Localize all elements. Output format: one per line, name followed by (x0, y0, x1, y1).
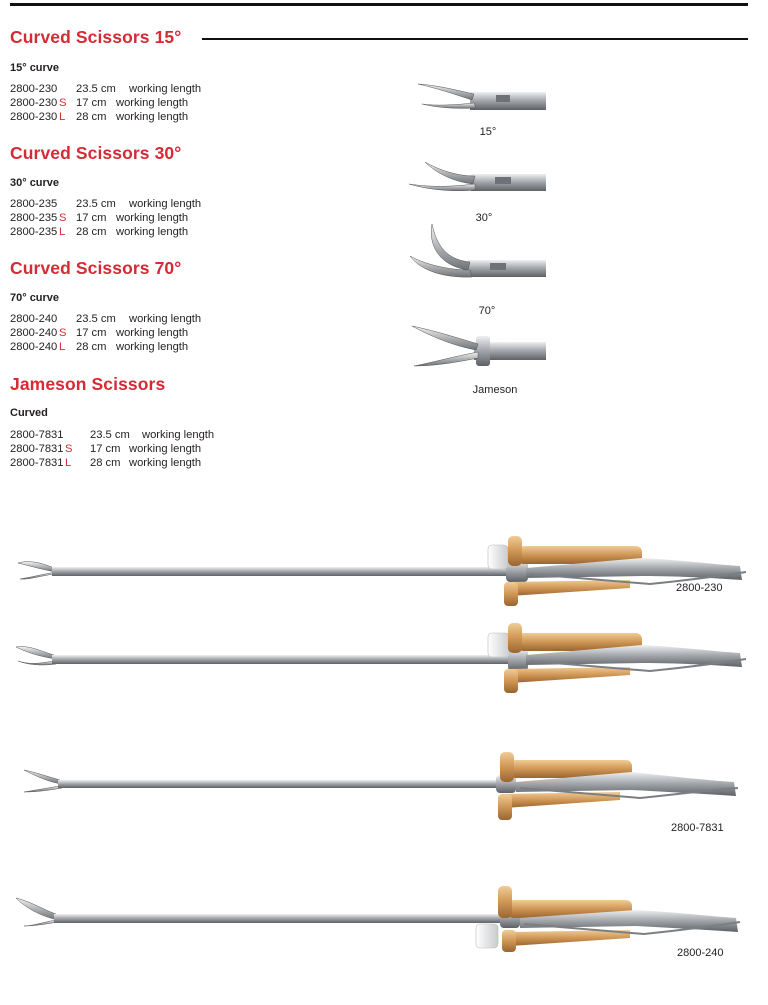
length-description: working length (129, 313, 202, 325)
product-code: 2800-230 (10, 83, 58, 95)
working-length: 17 cm (76, 327, 107, 339)
length-description: working length (129, 457, 202, 469)
tip-caption: Jameson (472, 384, 518, 396)
product-code: 2800-240 (10, 327, 58, 339)
working-length: 28 cm (76, 341, 107, 353)
instrument-label: 2800-230 (676, 582, 723, 594)
length-description: working length (129, 198, 202, 210)
product-suffix: S (65, 443, 73, 455)
product-code: 2800-230 (10, 97, 58, 109)
working-length: 23.5 cm (76, 313, 116, 325)
top-rule (10, 3, 748, 6)
section-subtitle-70: 70° curve (10, 292, 60, 304)
length-description: working length (142, 429, 215, 441)
tip-image-30 (405, 160, 546, 198)
instrument-image-230 (10, 530, 750, 610)
product-suffix: S (59, 327, 67, 339)
product-code: 2800-7831 (10, 443, 64, 455)
tip-image-70 (406, 222, 546, 284)
working-length: 28 cm (90, 457, 121, 469)
section-heading-15: Curved Scissors 15° (10, 27, 182, 47)
length-description: working length (129, 443, 202, 455)
product-suffix: L (59, 111, 66, 123)
working-length: 28 cm (76, 111, 107, 123)
product-code: 2800-235 (10, 198, 58, 210)
length-description: working length (116, 226, 189, 238)
product-code: 2800-240 (10, 313, 58, 325)
working-length: 17 cm (76, 97, 107, 109)
instrument-image-235 (10, 615, 750, 695)
product-suffix: L (59, 226, 66, 238)
title-rule (202, 38, 748, 40)
tip-caption: 70° (478, 305, 496, 317)
instrument-label: 2800-240 (677, 947, 724, 959)
instrument-label: 2800-7831 (671, 822, 724, 834)
product-code: 2800-230 (10, 111, 58, 123)
tip-caption: 30° (475, 212, 493, 224)
working-length: 23.5 cm (76, 83, 116, 95)
working-length: 28 cm (76, 226, 107, 238)
instrument-image-240 (10, 880, 750, 960)
product-code: 2800-240 (10, 341, 58, 353)
length-description: working length (116, 97, 189, 109)
section-subtitle-15: 15° curve (10, 62, 60, 74)
product-code: 2800-235 (10, 212, 58, 224)
tip-image-jameson (410, 322, 546, 370)
product-suffix: L (59, 341, 66, 353)
product-suffix: S (59, 212, 67, 224)
section-subtitle-jameson: Curved (10, 407, 48, 419)
working-length: 17 cm (76, 212, 107, 224)
length-description: working length (116, 327, 189, 339)
product-code: 2800-7831 (10, 457, 64, 469)
section-heading-30: Curved Scissors 30° (10, 143, 182, 163)
length-description: working length (129, 83, 202, 95)
instrument-image-7831 (10, 748, 750, 828)
working-length: 23.5 cm (76, 198, 116, 210)
section-heading-70: Curved Scissors 70° (10, 258, 182, 278)
length-description: working length (116, 111, 189, 123)
section-heading-jameson: Jameson Scissors (10, 374, 166, 394)
length-description: working length (116, 341, 189, 353)
tip-image-15 (410, 78, 546, 118)
product-suffix: S (59, 97, 67, 109)
tip-caption: 15° (479, 126, 497, 138)
working-length: 17 cm (90, 443, 121, 455)
length-description: working length (116, 212, 189, 224)
working-length: 23.5 cm (90, 429, 130, 441)
section-subtitle-30: 30° curve (10, 177, 60, 189)
product-suffix: L (65, 457, 72, 469)
product-code: 2800-235 (10, 226, 58, 238)
product-code: 2800-7831 (10, 429, 64, 441)
